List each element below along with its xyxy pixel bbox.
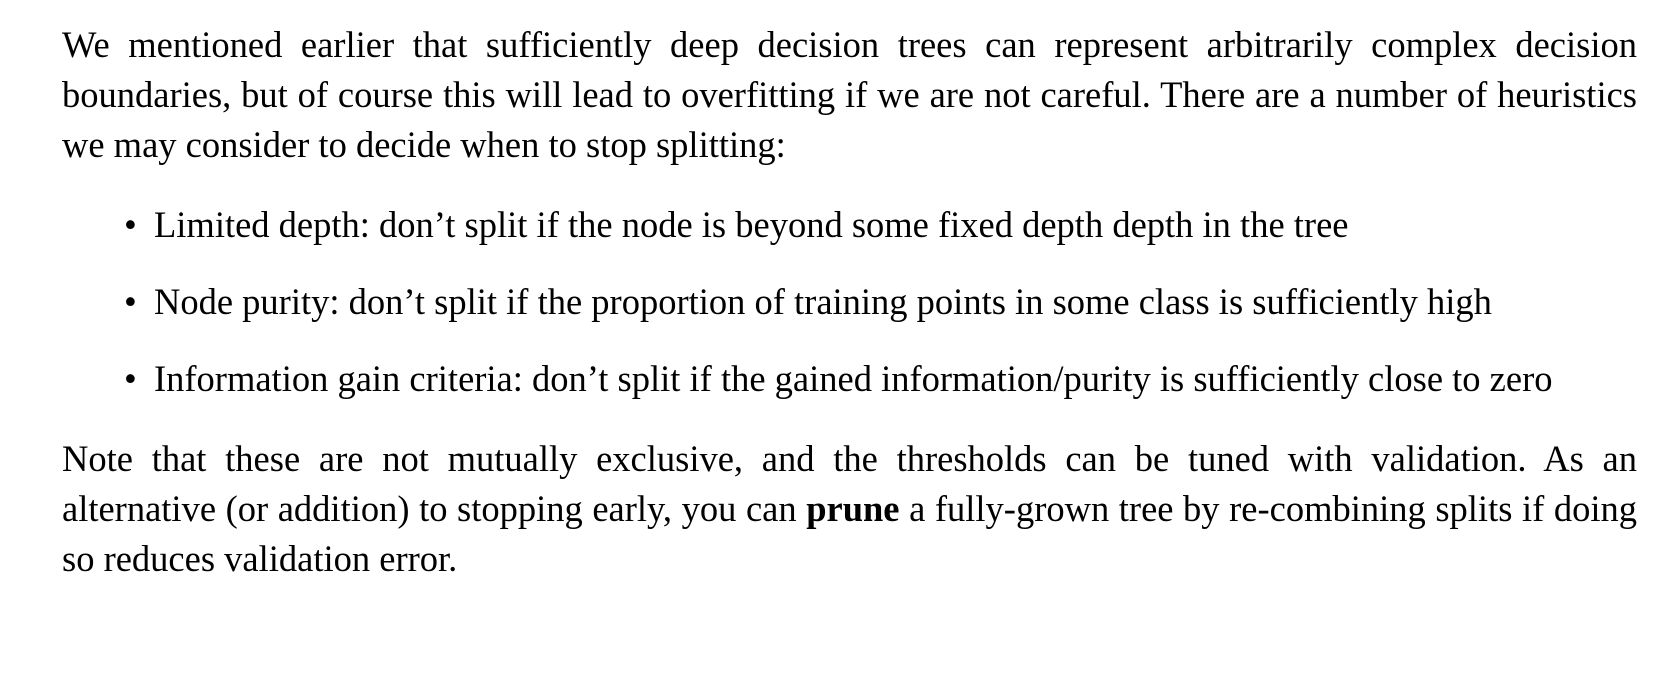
prune-term: prune	[806, 488, 900, 529]
pruning-text-end: a fully-grown tree by re-combining splits if doing so reduces validation error.	[62, 488, 1637, 579]
bullet-marker: •	[124, 204, 137, 245]
document-body	[62, 20, 1637, 584]
pruning-text-start: Note that these are not mutually exclusive, and the thresholds can be tuned with validation. As an alternative (or addition) to stopping early, you can	[62, 438, 1637, 529]
list-item	[124, 354, 1637, 404]
list-item-text: Limited depth: don’t split if the node is beyond some fixed depth depth in the tree	[154, 204, 1349, 245]
pruning-paragraph	[62, 434, 1637, 584]
stopping-heuristics-list	[62, 200, 1637, 404]
bullet-marker: •	[124, 358, 137, 399]
list-item-text: Node purity: don’t split if the proportion of training points in some class is sufficiently high	[154, 281, 1492, 322]
intro-paragraph: We mentioned earlier that sufficiently deep decision trees can represent arbitrarily complex decision boundaries, but of course this will lead to overfitting if we are not careful. There are a number of heuristics we may consider to decide when to stop splitting:	[62, 24, 1637, 165]
list-item	[124, 277, 1637, 327]
list-item	[124, 200, 1637, 250]
bullet-marker: •	[124, 281, 137, 322]
list-item-text: Information gain criteria: don’t split if the gained information/purity is sufficiently close to zero	[154, 358, 1553, 399]
